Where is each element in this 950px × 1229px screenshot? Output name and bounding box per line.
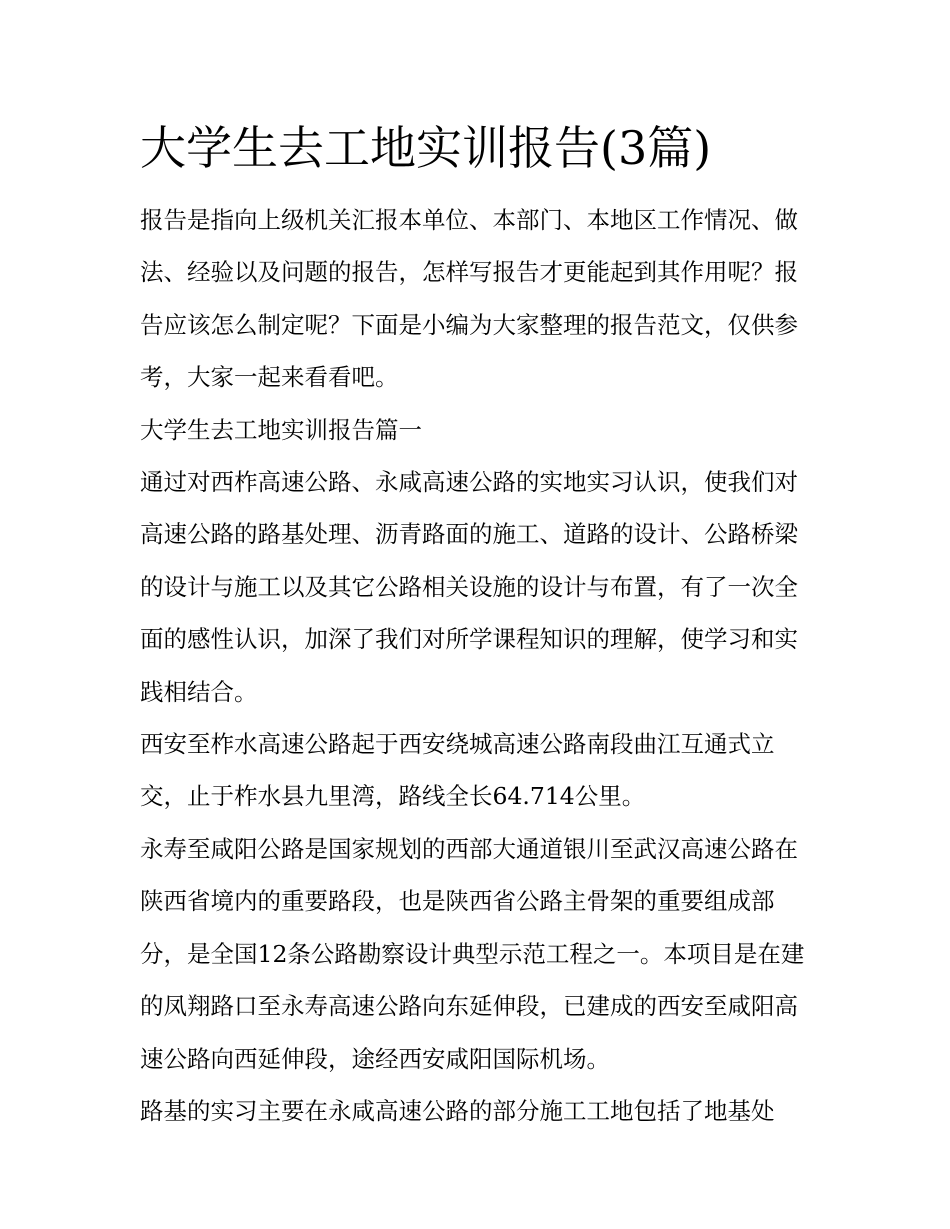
document-body — [140, 194, 816, 1137]
document-title: 大学生去工地实训报告(3篇) — [140, 121, 712, 175]
intro-paragraph: 报告是指向上级机关汇报本单位、本部门、本地区工作情况、做法、经验以及问题的报告，怎样写报告才更能起到其作用呢？报告应该怎么制定呢？下面是小编为大家整理的报告范文，仅供参考，大家一起来看看吧。 — [140, 206, 798, 392]
section-heading: 大学生去工地实训报告篇一 — [140, 415, 422, 444]
body-paragraph: 永寿至咸阳公路是国家规划的西部大通道银川至武汉高速公路在陕西省境内的重要路段，也是陕西省公路主骨架的重要组成部分，是全国12条公路勘察设计典型示范工程之一。本项目是在建的凤翔路口至永寿高速公路向东延伸段，已建成的西安至咸阳高速公路向西延伸段，途经西安咸阳国际机场。 — [140, 834, 805, 1073]
body-paragraph: 西安至柞水高速公路起于西安绕城高速公路南段曲江互通式立交，止于柞水县九里湾，路线全长64.714公里。 — [140, 730, 775, 811]
body-paragraph: 路基的实习主要在永咸高速公路的部分施工工地包括了地基处 — [140, 1096, 775, 1125]
body-paragraph: 通过对西柞高速公路、永咸高速公路的实地实习认识，使我们对高速公路的路基处理、沥青路面的施工、道路的设计、公路桥梁的设计与施工以及其它公路相关设施的设计与布置，有了一次全面的感性认识，加深了我们对所学课程知识的理解，使学习和实践相结合。 — [140, 468, 798, 706]
